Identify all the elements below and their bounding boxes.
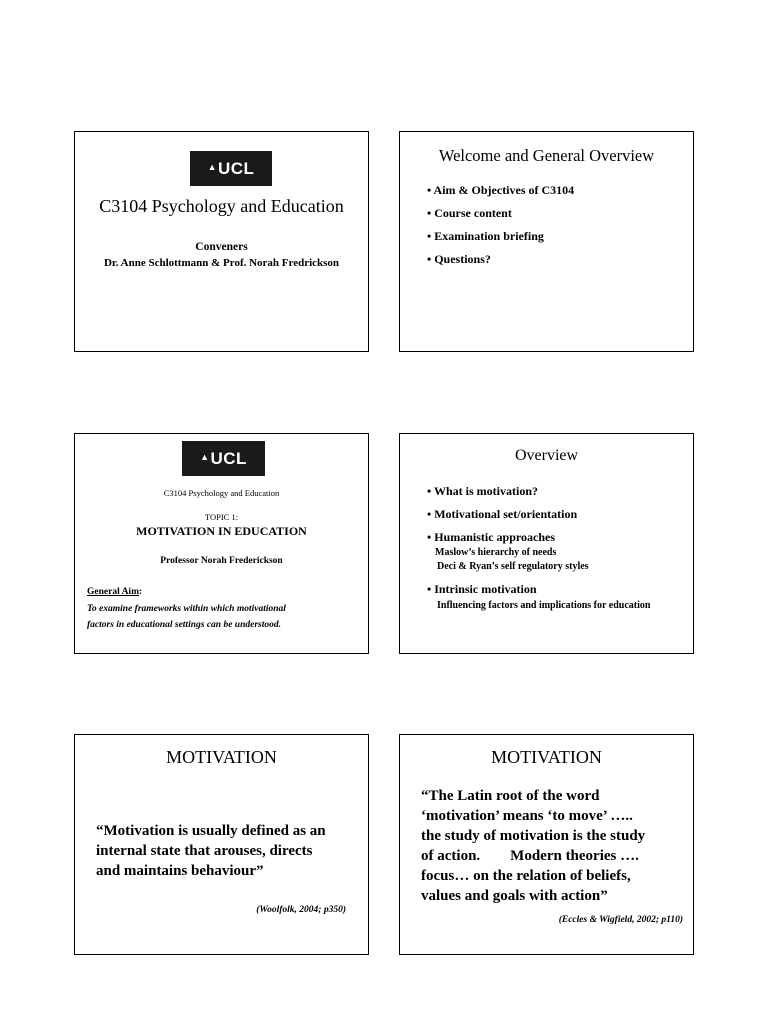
slide-title: MOTIVATION (491, 747, 602, 767)
list-item: • Course content (427, 206, 512, 220)
slide-title: C3104 Psychology and Education (99, 196, 344, 216)
presenter-name: Professor Norah Frederickson (160, 556, 283, 566)
aim-text-line-2: factors in educational settings can be understood. (87, 620, 281, 630)
list-item: • Humanistic approaches (427, 530, 555, 544)
slide-title: Overview (514, 447, 579, 464)
ucl-logo: ▲ UCL (190, 151, 272, 186)
list-subitem: Influencing factors and implications for education (437, 600, 651, 611)
slide-6-motivation (399, 734, 694, 955)
list-item: • Questions? (427, 252, 491, 266)
slide-title: Welcome and General Overview (438, 146, 655, 165)
slide-1-title (74, 131, 369, 352)
slide-4-overview (399, 433, 694, 654)
list-item: • Aim & Objectives of C3104 (427, 183, 575, 197)
quote-line: “The Latin root of the word (421, 788, 600, 804)
quote-line: ‘motivation’ means ‘to move’ ….. (421, 808, 633, 824)
aim-label: General Aim (87, 587, 139, 597)
quote (421, 786, 645, 906)
conveners-heading: Conveners (195, 241, 248, 253)
citation: (Eccles & Wigfield, 2002; p110) (558, 915, 683, 925)
bullet-list (427, 183, 574, 275)
quote-line: values and goals with action” (421, 888, 608, 904)
topic-title: MOTIVATION IN EDUCATION (136, 524, 307, 538)
list-subitem: Deci & Ryan’s self regulatory styles (437, 561, 589, 572)
quote-line: “Motivation is usually defined as an (96, 823, 326, 839)
aim-text-line-1: To examine frameworks within which motivational (87, 604, 286, 614)
list-item: • What is motivation? (427, 484, 538, 498)
list-item: • Examination briefing (427, 229, 544, 243)
slide-title: MOTIVATION (166, 747, 277, 767)
quote-line: the study of motivation is the study (421, 828, 646, 844)
slide-5-motivation (74, 734, 369, 955)
slide-3-topic (74, 433, 369, 654)
citation: (Woolfolk, 2004; p350) (256, 905, 346, 915)
dome-icon: ▲ (200, 451, 210, 462)
dome-icon: ▲ (207, 161, 217, 172)
quote-line: focus… on the relation of beliefs, (421, 868, 631, 884)
slide-2-welcome (399, 131, 694, 352)
ucl-logo: ▲ UCL (182, 441, 265, 476)
course-name: C3104 Psychology and Education (163, 488, 280, 498)
quote (96, 821, 326, 881)
quote-line: of action. Modern theories …. (421, 848, 639, 864)
topic-label: TOPIC 1: (204, 512, 239, 522)
aim-colon: : (138, 587, 143, 597)
list-subitem: Maslow’s hierarchy of needs (435, 547, 557, 558)
aim-heading (87, 587, 142, 597)
conveners-names: Dr. Anne Schlottmann & Prof. Norah Fredrickson (103, 257, 340, 269)
list-item: • Intrinsic motivation (427, 582, 537, 596)
quote-line: internal state that arouses, directs (96, 843, 313, 859)
list-item: • Motivational set/orientation (427, 507, 578, 521)
quote-line: and maintains behaviour” (96, 863, 264, 879)
